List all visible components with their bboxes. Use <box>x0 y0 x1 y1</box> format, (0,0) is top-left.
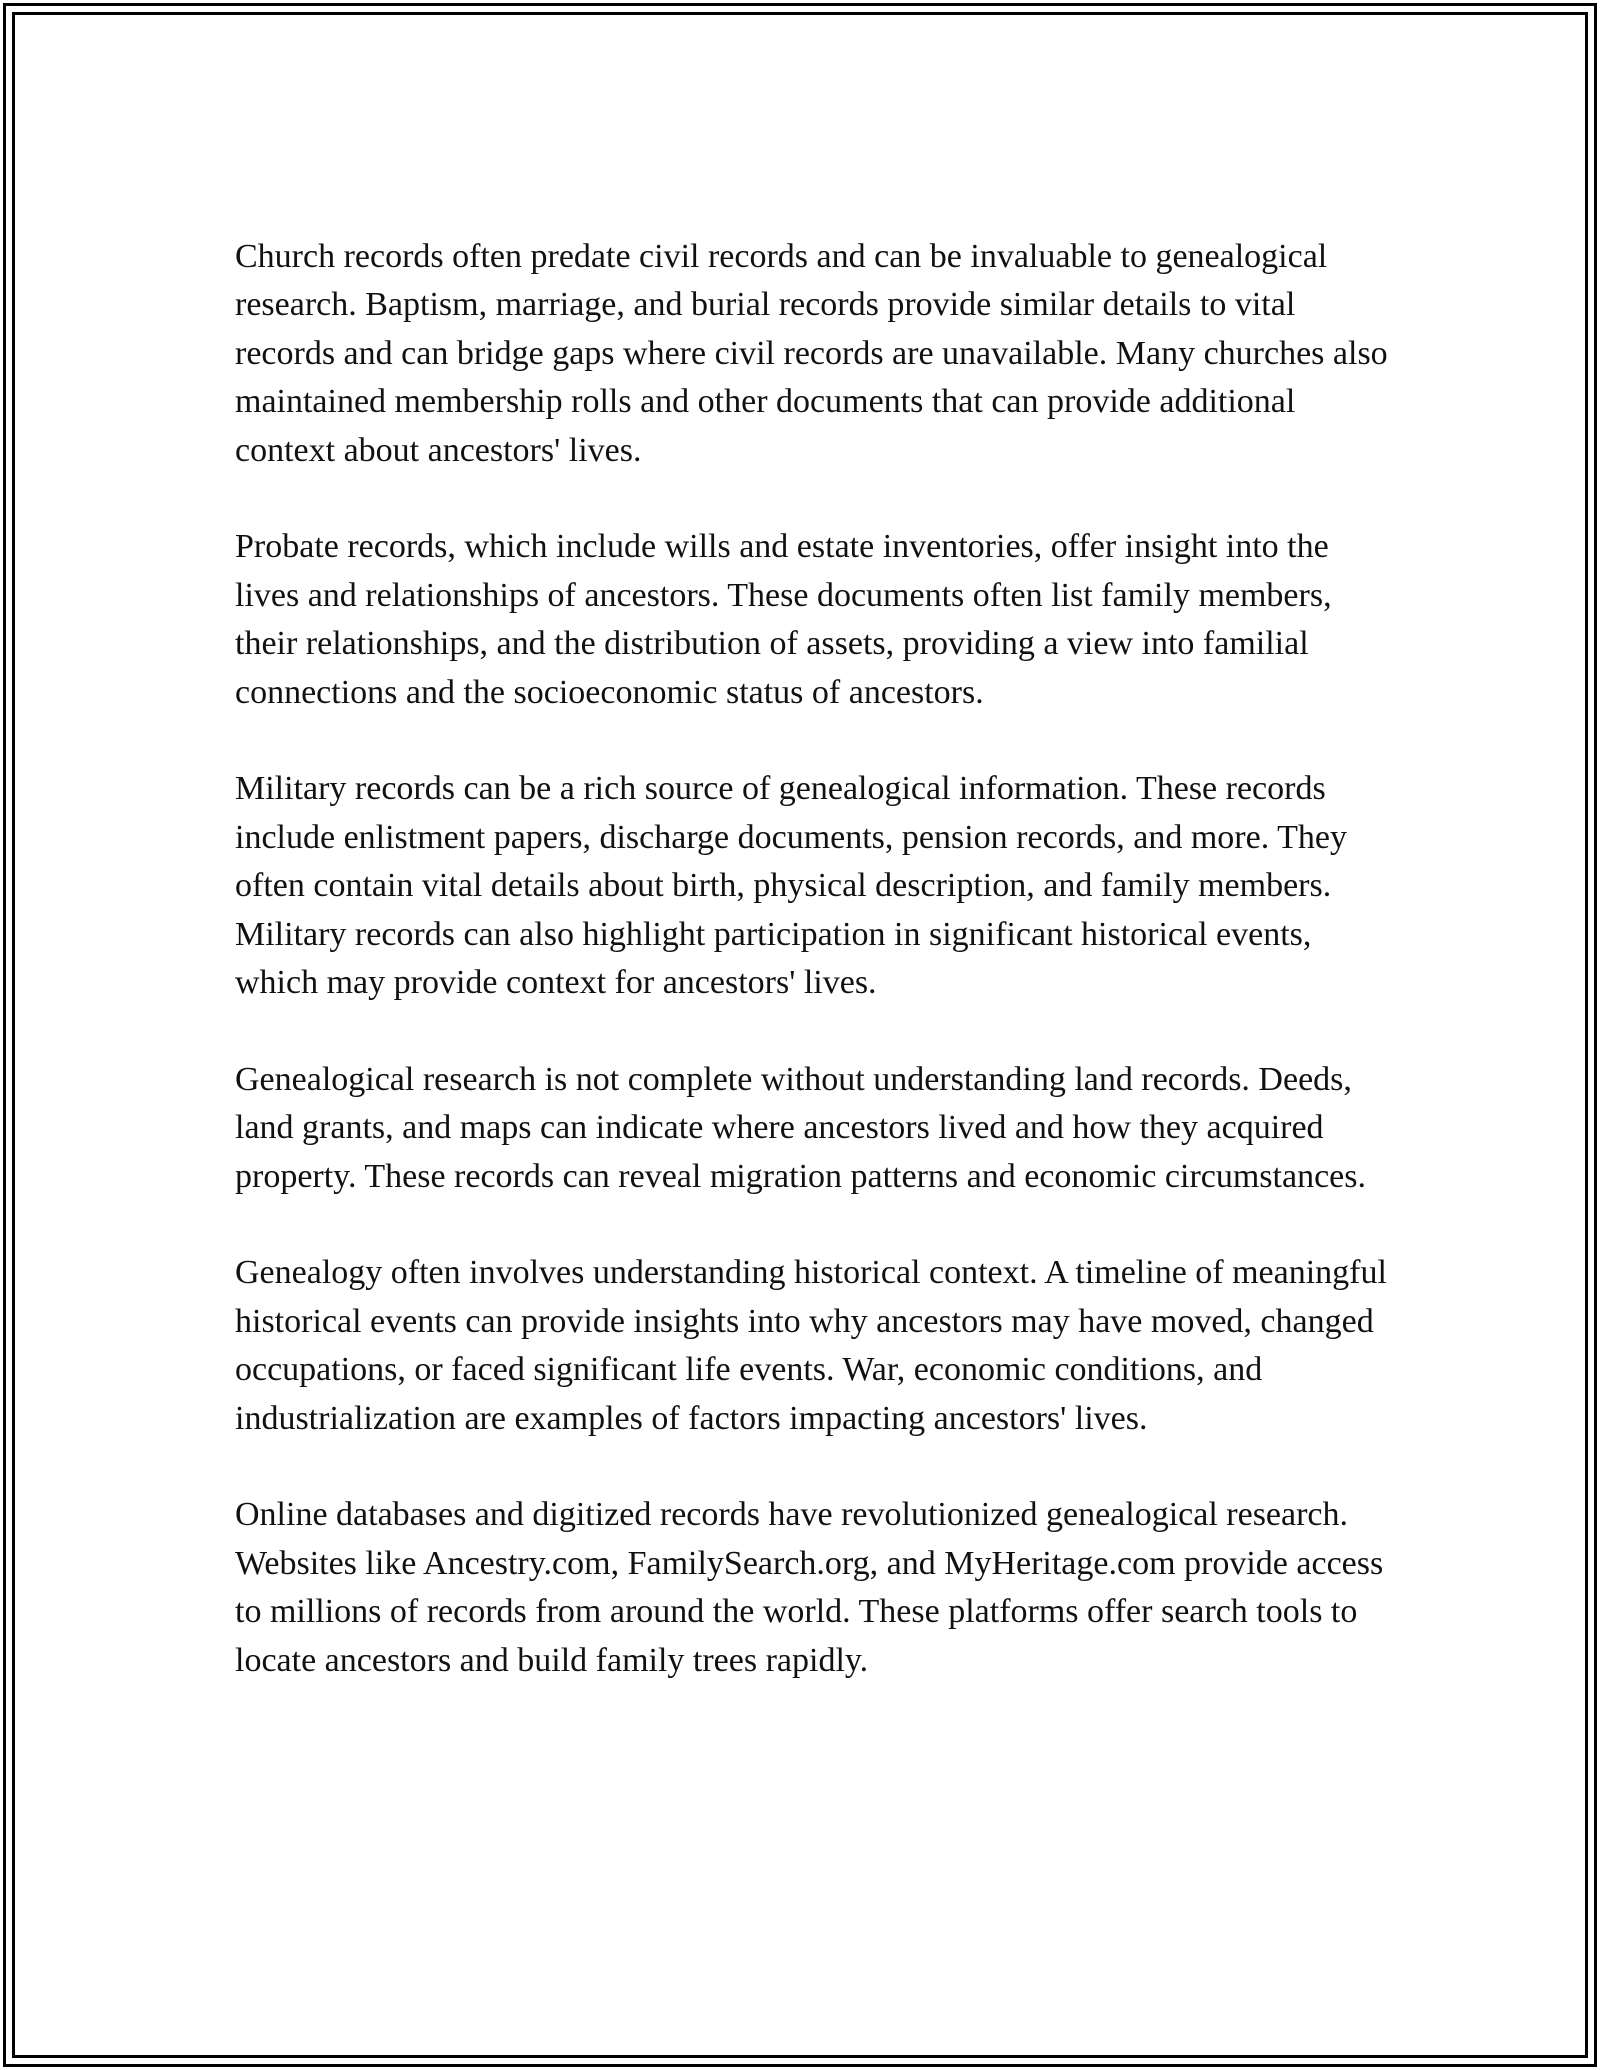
paragraph-land-records: Genealogical research is not complete without understanding land records. Deeds, land grants, and maps can indicate where ancestors lived and how they acquired property. These records can reveal migration patterns and economic circumstances. <box>235 1060 1366 1195</box>
paragraph-military-records: Military records can be a rich source of genealogical information. These records include enlistment papers, discharge documents, pension records, and more. They often contain vital details about birth, physical description, and family members. Military records can also highlight participation in significant historical events, which may provide context for ancestors' lives. <box>235 770 1347 1002</box>
paragraph-online-databases: Online databases and digitized records have revolutionized genealogical research. Websites like Ancestry.com, FamilySearch.org, and MyHeritage.com provide access to millions of records from around the world. These platforms offer search tools to locate ancestors and build family trees rapidly. <box>235 1496 1384 1679</box>
document-body <box>235 233 1395 1734</box>
paragraph-church-records: Church records often predate civil records and can be invaluable to genealogical research. Baptism, marriage, and burial records provide similar details to vital records and can bridge gaps where civil records are unavailable. Many churches also maintained membership rolls and other documents that can provide additional context about ancestors' lives. <box>235 238 1388 469</box>
paragraph-historical-context: Genealogy often involves understanding historical context. A timeline of meaningful historical events can provide insights into why ancestors may have moved, changed occupations, or faced significant life events. War, economic conditions, and industrialization are examples of factors impacting ancestors' lives. <box>235 1254 1387 1437</box>
paragraph-probate-records: Probate records, which include wills and estate inventories, offer insight into the lives and relationships of ancestors. These documents often list family members, their relationships, and the distribution of assets, providing a view into familial connections and the socioeconomic status of ancestors. <box>235 528 1332 711</box>
